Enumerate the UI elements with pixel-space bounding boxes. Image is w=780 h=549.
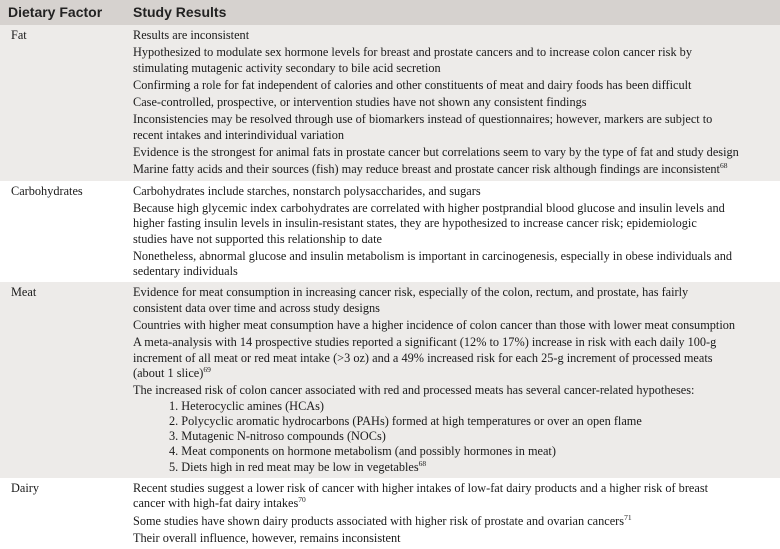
result-entry: The increased risk of colon cancer associated with red and processed meats has several cancer-related hypotheses: 1. Heterocyclic amines (HCAs) 2. Polycyclic aromatic hydrocarbons (PAHs) formed at high temperatures or over an open flame 3. Mutagenic N-nitroso compounds (NOCs) 4. Meat components on hormone metabolism (and possibly hormones in meat) 5. Diets high in red meat may be low in vegetables$^{68}$ (133, 383, 774, 475)
study-results (133, 25, 780, 181)
reference-superscript: 71 (624, 512, 632, 522)
hypothesis-item: 1. Heterocyclic amines (HCAs) (169, 398, 325, 413)
result-entry: Their overall influence, however, remains inconsistent (133, 530, 401, 545)
result-entry: Recent studies suggest a lower risk of cancer with higher intakes of low-fat dairy products and a higher risk of breast cancer with high-fat dairy intakes$^{70}$ (133, 481, 709, 511)
study-results (133, 282, 780, 478)
reference-superscript: 69 (203, 364, 211, 374)
reference-superscript: 68 (719, 161, 728, 171)
reference-superscript: 68 (418, 458, 427, 468)
study-results (133, 181, 780, 283)
row-dairy (0, 478, 780, 549)
header-study-results: Study Results (133, 4, 227, 20)
result-entry: Evidence for meat consumption in increasing cancer risk, especially of the colon, rectum, and prostate, has fairly consistent data over time and across study designs (133, 285, 689, 315)
hypothesis-item: 5. Diets high in red meat may be low in vegetables$^{68}$ (169, 458, 427, 474)
result-entry: Case-controlled, prospective, or intervention studies have not shown any consistent findings (133, 95, 587, 110)
hypothesis-item: 4. Meat components on hormone metabolism (and possibly hormones in meat) (169, 444, 556, 459)
factor-label: Meat (11, 285, 37, 300)
header-dietary-factor: Dietary Factor (8, 4, 103, 20)
row-fat (0, 25, 780, 181)
row-carbohydrates (0, 181, 780, 283)
result-entry: Because high glycemic index carbohydrates are correlated with higher postprandial blood glucose and insulin levels and higher fasting insulin levels in insulin-resistant states, they are hypothesized to increase cancer risk; epidemiologic studies have not supported this relationship to date (133, 200, 725, 246)
result-entry: Evidence is the strongest for animal fats in prostate cancer but correlations seem to vary by the type of fat and study design (133, 145, 739, 160)
hypothesis-item: 3. Mutagenic N-nitroso compounds (NOCs) (169, 429, 386, 444)
result-entry: Hypothesized to modulate sex hormone levels for breast and prostate cancers and to increase colon cancer risk by stimulating mutagenic activity secondary to bile acid secretion (133, 45, 692, 75)
factor-label: Carbohydrates (11, 183, 83, 198)
result-entry: Some studies have shown dairy products associated with higher risk of prostate and ovarian cancers$^{71}$ (133, 512, 632, 528)
table-header (0, 0, 780, 25)
result-entry: Countries with higher meat consumption have a higher incidence of colon cancer than those with lower meat consumption (133, 318, 736, 333)
result-entry: Results are inconsistent (133, 28, 250, 42)
study-results (133, 478, 780, 549)
result-entry: Nonetheless, abnormal glucose and insulin metabolism is important in carcinogenesis, especially in obese individuals and sedentary individuals (133, 248, 732, 279)
factor-label: Dairy (11, 481, 39, 496)
result-entry: A meta-analysis with 14 prospective studies reported a significant (12% to 17%) increase in risk with each daily 100-g increment of all meat or red meat intake (>3 oz) and a 49% increased risk for each 25-g increment of processed meats (about 1 slice)$^{69}$ (133, 335, 717, 380)
row-meat (0, 282, 780, 478)
hypothesis-item: 2. Polycyclic aromatic hydrocarbons (PAHs) formed at high temperatures or over an open flame (169, 413, 642, 428)
result-entry: Inconsistencies may be resolved through use of biomarkers instead of questionnaires; however, markers are subject to recent intakes and interindividual variation (133, 112, 713, 142)
result-entry: Marine fatty acids and their sources (fish) may reduce breast and prostate cancer risk although findings are inconsistent$^{68}$ (133, 161, 728, 177)
result-entry: Confirming a role for fat independent of calories and other constituents of meat and dairy foods has been difficult (133, 77, 692, 92)
factor-label: Fat (11, 28, 27, 42)
reference-superscript: 70 (298, 495, 306, 505)
result-entry: Carbohydrates include starches, nonstarch polysaccharides, and sugars (133, 183, 481, 198)
